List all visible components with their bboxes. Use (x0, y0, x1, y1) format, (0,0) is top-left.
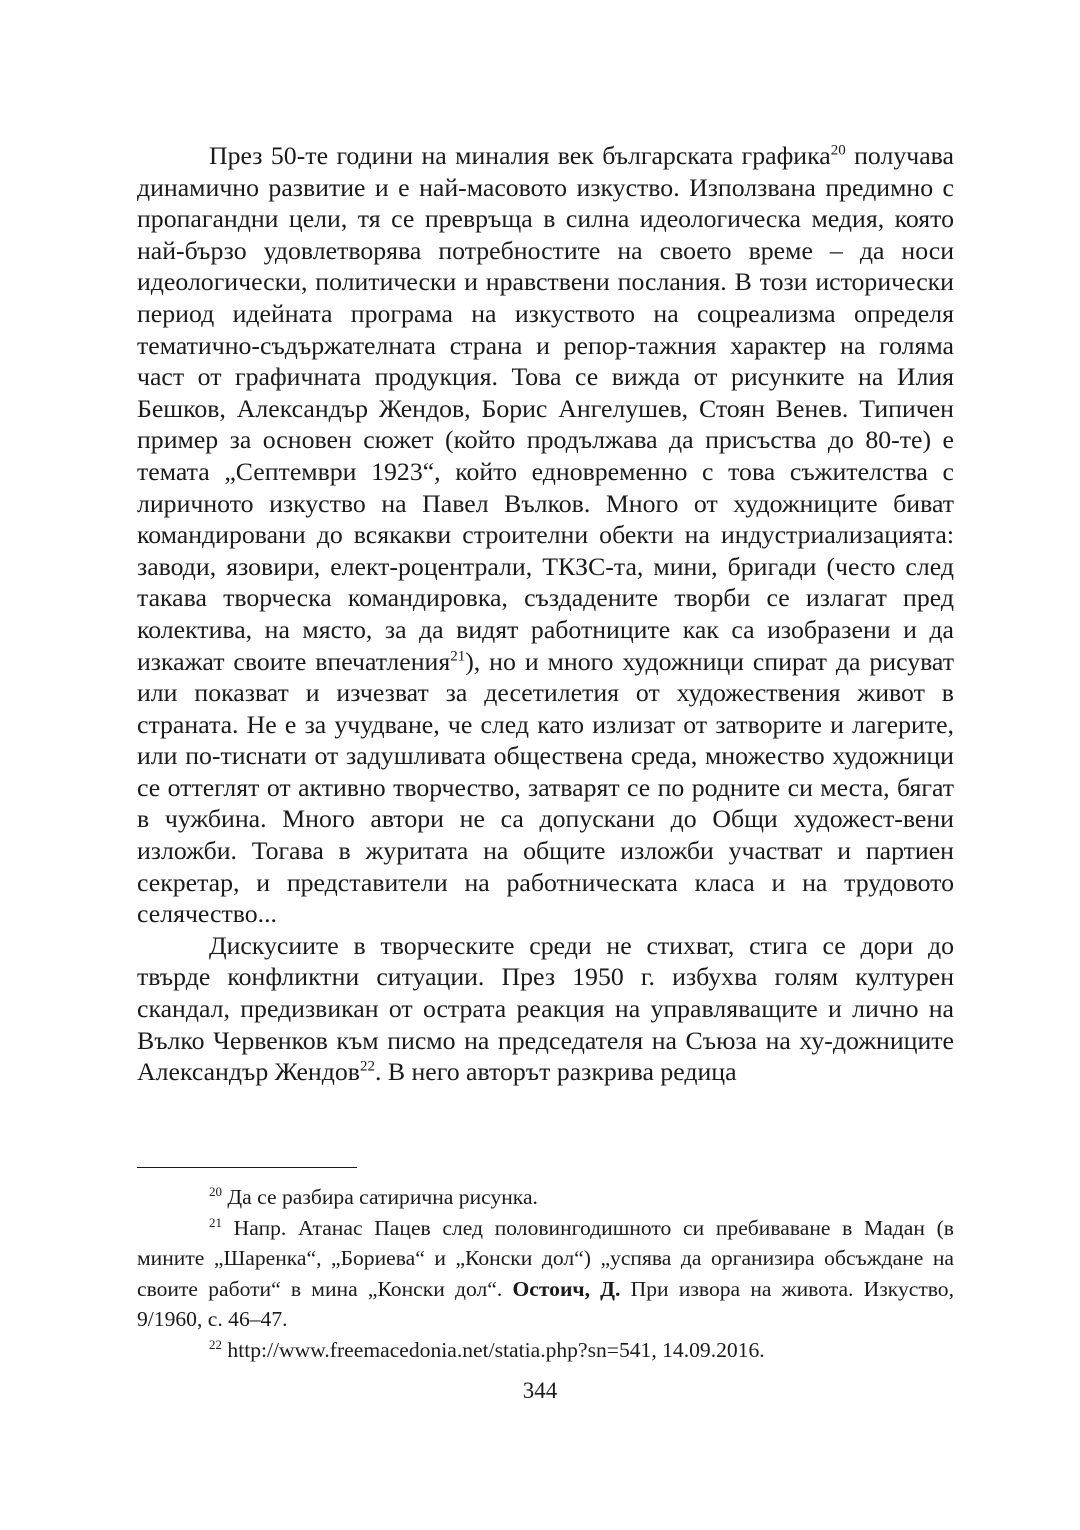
footnote-text-after: При извора на живота. Изкуство, 9/1960, с. 46–47. (137, 1276, 955, 1331)
paragraph-2-text-b: . В него авторът разкрива редица (374, 1057, 737, 1087)
footnote-divider (137, 1167, 357, 1168)
paragraph-2 (137, 930, 954, 1088)
footnote-number: 20 (209, 1183, 222, 1199)
paragraph-1-text-a: През 50-те години на миналия век българската графика (209, 141, 831, 170)
main-text (137, 140, 954, 1088)
footnote-20 (137, 1182, 954, 1213)
paragraph-1-text-c: ), но и много художници спират да рисуват или показват и изчезват за десетилетия от художествения живот в страната. Не е за учудване, че след като излизат от затворите и лагерите, или по-тиснати от задушливата обществена среда, множество художници се оттеглят от активно творчество, затварят се по родните си места, бягат в чужбина. Много автори не са допускани до Общи художест-вени изложби. Тогава в журитата на общите изложби участват и партиен секретар, и представители на работническата класа и на трудовото селячество... (137, 646, 954, 929)
footnote-author: Остоич, Д. (512, 1276, 621, 1301)
footnote-link-text: http://www.freemacedonia.net/statia.php?sn=541, 14.09.2016. (222, 1337, 765, 1362)
footnote-21 (137, 1213, 954, 1335)
footnote-number: 22 (209, 1336, 222, 1352)
paragraph-2-text-a: Дискусиите в творческите среди не стихват, стига се дори до твърде конфликтни ситуации. През 1950 г. избухва голям културен скандал, предизвикан от острата реакция на управляващите и лично на Вълко Червенков към писмо на председателя на Съюза на ху-дожниците Александър Жендов (137, 930, 954, 1087)
footnotes (137, 1182, 954, 1365)
footnote-text: Да се разбира сатирична рисунка. (222, 1185, 538, 1209)
body-text (137, 140, 954, 1088)
paragraph-1-text-b: получава динамично развитие и е най-масовото изкуство. Използвана предимно с пропагандни цели, тя се превръща в силна идеологическа медия, която най-бързо удовлетворява потребностите на своето време – да носи идеологически, политически и нравствени послания. В този исторически период идейната програма на изкуството на соцреализма определя тематично-съдържателната страна и репор-тажния характер на голяма част от графичната продукция. Това се вижда от рисунките на Илия Бешков, Александър Жендов, Борис Ангелушев, Стоян Венев. Типичен пример за основен сюжет (който продължава да присъства до 80-те) е темата „Септември 1923“, който едновременно с това съжителства с лиричното изкуство на Павел Вълков. Много от художниците биват командировани до всякакви строителни обекти на индустриализацията: заводи, язовири, елект-роцентрали, ТКЗС-та, мини, бригади (често след такава творческа командировка, създадените творби се излагат пред колектива, на място, за да видят работниците как са изобразени и да изкажат своите впечатления (137, 141, 954, 676)
footnote-ref-20: 20 (830, 142, 846, 159)
footnote-ref-22: 22 (359, 1058, 375, 1075)
footnote-number: 21 (209, 1214, 222, 1230)
paragraph-1 (137, 140, 954, 930)
footnote-text: Напр. Атанас Пацев след половингодишното си пребиваване в Мадан (в мините „Шаренка“, „Бориева“ и „Конски дол“) „успява да организира обсъждане на своите работи“ в мина „Конски дол“. (137, 1215, 954, 1301)
footnote-22 (137, 1335, 954, 1366)
page-number: 344 (522, 1378, 558, 1403)
footnote-ref-21: 21 (450, 647, 466, 664)
